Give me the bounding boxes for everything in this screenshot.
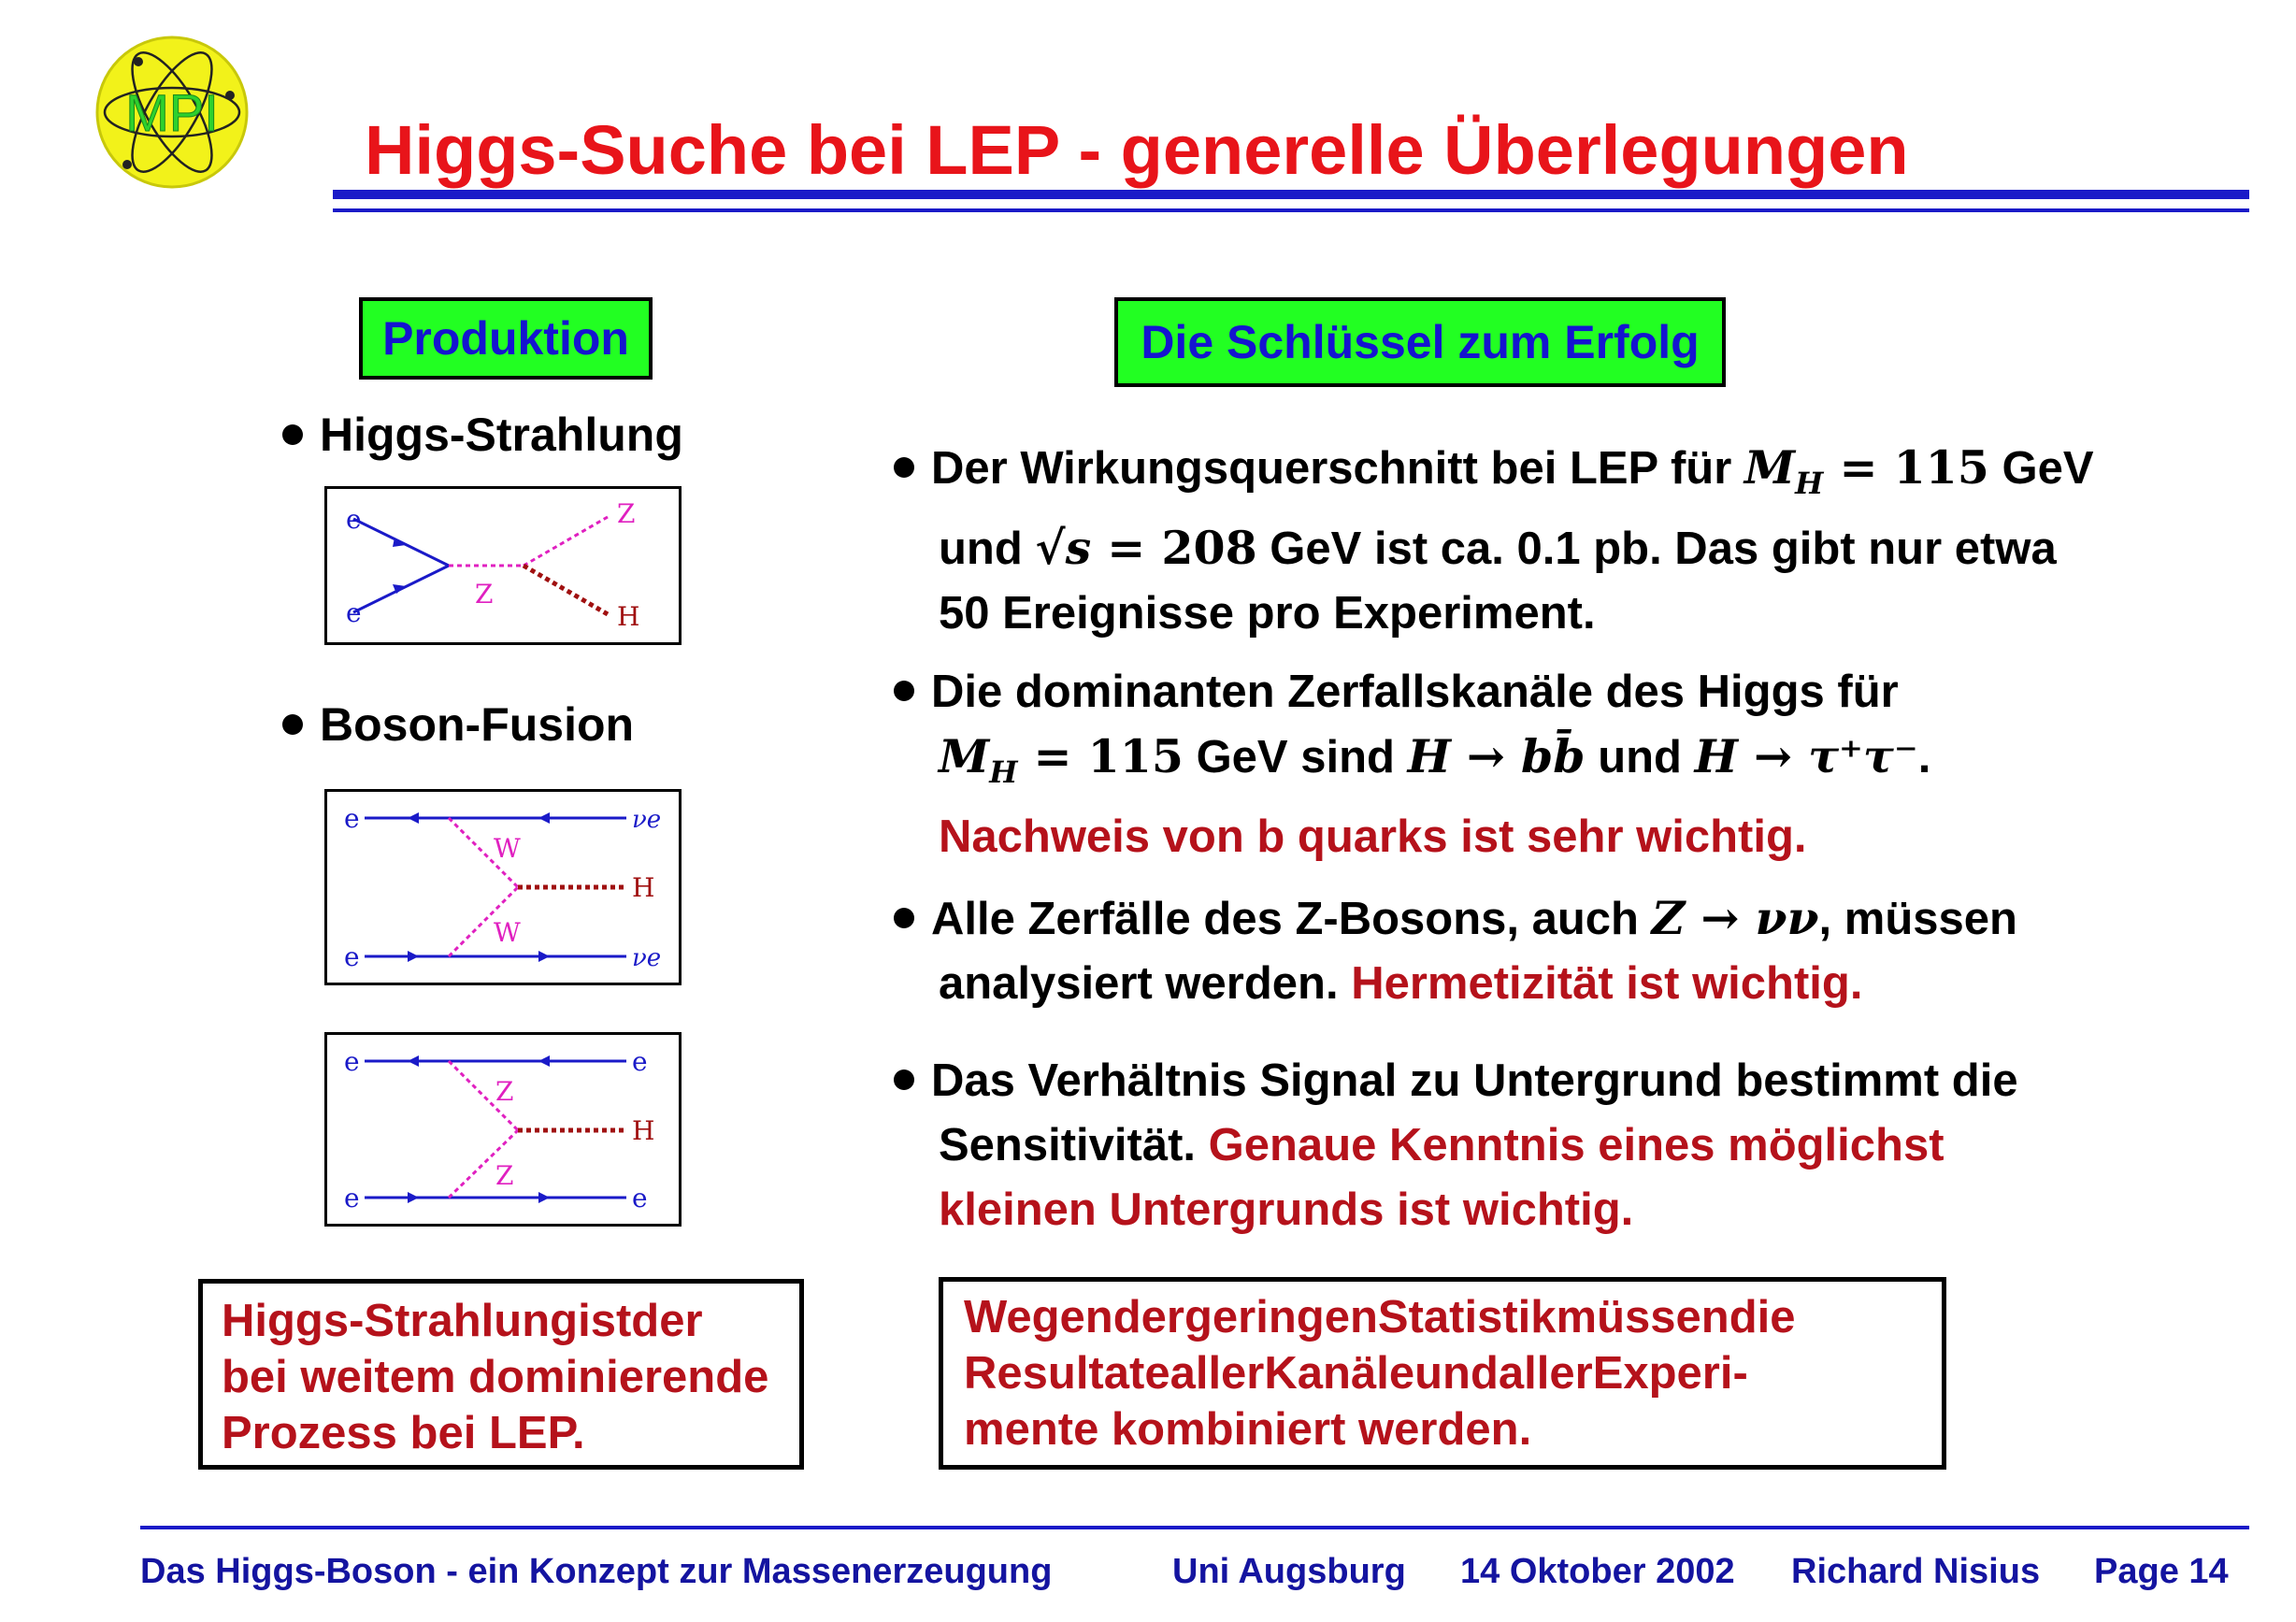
bullet-zerfallskanaele: Die dominanten Zerfallskanäle des Higgs für $M_H = 115$ GeV sind H → bb̄ und H → τ⁺τ⁻. Nachweis von b quarks ist sehr wichtig. (894, 660, 1930, 869)
bullet-boson-fusion (282, 697, 634, 752)
atom-logo-icon (90, 34, 258, 193)
summary-box-left (198, 1279, 804, 1470)
label-bl: e (344, 941, 360, 972)
label-h: H (632, 872, 655, 903)
summary-word: der (1112, 1292, 1184, 1342)
footer-author: Richard Nisius (1791, 1552, 2041, 1591)
label-z1: Z (495, 1076, 514, 1107)
bullet-signal-untergrund: Das Verhältnis Signal zu Untergrund bestimmt die Sensitivität. Genaue Kenntnis eines möglichst kleinen Untergrunds ist wichtig. (894, 1049, 2018, 1242)
label-bl: e (344, 1183, 360, 1213)
label-h: H (632, 1115, 655, 1146)
summary-word: und (1414, 1348, 1499, 1399)
label-w1: W (494, 833, 521, 864)
summary-word: müssen (1556, 1292, 1729, 1342)
label-w2: W (494, 917, 521, 948)
feynman-diagram-zz-fusion (324, 1032, 682, 1227)
bullet-dot (894, 457, 914, 478)
summary-word: Statistik (1377, 1292, 1557, 1342)
footer-rule (140, 1526, 2249, 1529)
bullet-dot (894, 1069, 914, 1090)
summary-line (222, 1293, 781, 1349)
label-tr: e (632, 1046, 648, 1077)
heading-produktion: Produktion (359, 297, 653, 380)
heading-schluessel: Die Schlüssel zum Erfolg (1114, 297, 1726, 387)
label-br: νe (632, 944, 662, 972)
bullet-label: Boson-Fusion (320, 698, 635, 751)
bullet-dot (894, 908, 914, 928)
feynman-diagram-higgs-strahlung (324, 486, 682, 645)
label-e-in1: e (346, 504, 362, 535)
bullet-dot (282, 424, 303, 445)
summary-word: der (631, 1296, 703, 1346)
summary-word: die (1729, 1292, 1796, 1342)
summary-line (964, 1289, 1921, 1345)
summary-line (964, 1345, 1921, 1401)
label-tr: νe (632, 806, 662, 834)
page-title: Higgs-Suche bei LEP - generelle Überlegungen (365, 111, 1909, 189)
bullet-higgs-strahlung (282, 408, 683, 462)
label-z2: Z (495, 1160, 514, 1191)
summary-word: Higgs-Strahlung (222, 1296, 579, 1346)
feynman-diagram-ww-fusion (324, 789, 682, 985)
footer-date: 14 Oktober 2002 (1460, 1552, 1735, 1591)
summary-word: Resultate (964, 1348, 1170, 1399)
label-tl: e (344, 1046, 360, 1077)
summary-line: Prozess bei LEP. (222, 1408, 585, 1458)
bullet-wirkungsquerschnitt: Der Wirkungsquerschnitt bei LEP für $M_H = 115$ GeV und √s = 208 GeV ist ca. 0.1 pb. Das gibt nur etwa 50 Ereignisse pro Experiment. (894, 436, 2094, 646)
summary-word: aller (1498, 1348, 1593, 1399)
logo-text: MPI (125, 83, 219, 142)
title-rule-thick (333, 190, 2249, 199)
summary-word: aller (1170, 1348, 1265, 1399)
summary-word: Experi- (1592, 1348, 1748, 1399)
summary-word: geringen (1184, 1292, 1378, 1342)
summary-line: bei weitem dominierende (222, 1352, 769, 1402)
label-br: e (632, 1183, 648, 1213)
title-rule-thin (333, 208, 2249, 212)
label-z-out: Z (617, 498, 636, 529)
label-e-in2: e (346, 597, 362, 628)
summary-word: Wegen (964, 1292, 1113, 1342)
label-h-out: H (617, 601, 640, 632)
bullet-label: Higgs-Strahlung (320, 409, 683, 461)
bullet-z-zerfaelle: Alle Zerfälle des Z-Bosons, auch Z → νν, müssen analysiert werden. Hermetizität ist wichtig. (894, 886, 2017, 1016)
summary-box-right (939, 1277, 1946, 1470)
summary-word: Kanäle (1264, 1348, 1415, 1399)
summary-word: ist (578, 1296, 632, 1346)
footer-page: Page 14 (2094, 1552, 2229, 1591)
label-z-prop: Z (475, 579, 494, 610)
summary-line: mente kombiniert werden. (964, 1404, 1532, 1455)
mpi-logo (90, 34, 258, 193)
footer-place: Uni Augsburg (1172, 1552, 1406, 1591)
bullet-dot (894, 681, 914, 701)
label-tl: e (344, 803, 360, 834)
bullet-dot (282, 714, 303, 735)
footer-talk-title: Das Higgs-Boson - ein Konzept zur Massenerzeugung (140, 1552, 1053, 1591)
